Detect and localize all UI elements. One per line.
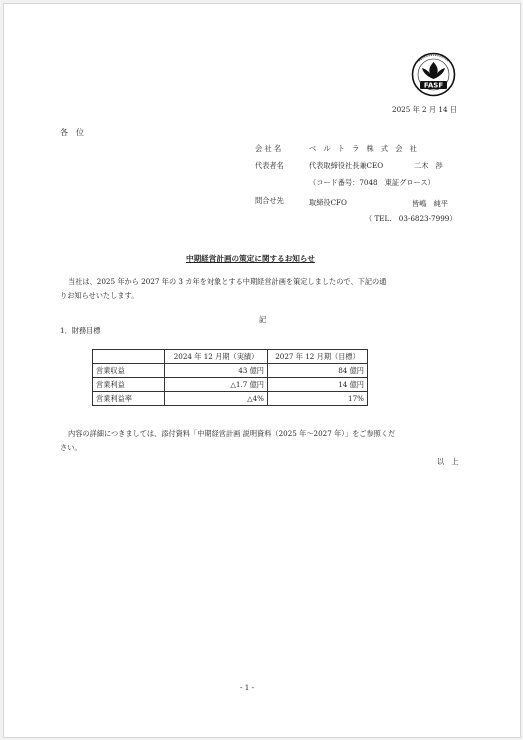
representative-name: 二木 渉 xyxy=(414,161,443,170)
table-cell-label: 営業利益 xyxy=(93,378,165,392)
section-heading: 1．財務目標 xyxy=(60,326,101,335)
company-name-label: 会 社 名 xyxy=(255,144,282,153)
contact-tel: （ TEL. 03-6823-7999） xyxy=(365,214,457,223)
table-cell: 14 億円 xyxy=(268,378,368,392)
table-cell: 84 億円 xyxy=(268,364,368,378)
table-cell: 17% xyxy=(268,392,368,406)
table-header-row xyxy=(93,350,368,364)
table-header-cell xyxy=(93,350,165,364)
financial-targets-table xyxy=(92,349,368,406)
contact-label: 問合せ先 xyxy=(255,196,284,205)
representative-label: 代表者名 xyxy=(255,161,284,170)
stock-code: （コード番号：7048 東証グロース） xyxy=(309,178,435,187)
table-header-cell: 2024 年 12 月期（実績） xyxy=(165,350,268,364)
table-cell: △4% xyxy=(165,392,268,406)
fasf-logo-icon xyxy=(411,52,456,97)
contact-name: 皆嶋 純平 xyxy=(412,199,448,208)
table-cell-label: 営業利益率 xyxy=(93,392,165,406)
issue-date: 2025 年 2 月 14 日 xyxy=(392,105,457,114)
table-header-cell: 2027 年 12 月期（目標） xyxy=(268,350,368,364)
page-number: - 1 - xyxy=(240,683,254,692)
document-title: 中期経営計画の策定に関するお知らせ xyxy=(186,254,315,263)
ki-marker: 記 xyxy=(259,315,267,324)
intro-text-line1: 当社は、2025 年から 2027 年の 3 カ年を対象とする中期経営計画を策定しましたので、下記の通 xyxy=(68,277,387,286)
contact-title: 取締役CFO xyxy=(309,198,347,207)
closing-mark: 以 上 xyxy=(437,457,459,466)
logo-text: FASF xyxy=(423,81,444,90)
table-cell: △1.7 億円 xyxy=(165,378,268,392)
document-page xyxy=(3,3,521,738)
company-name: ベ ル ト ラ 株 式 会 社 xyxy=(309,144,417,153)
table-row xyxy=(93,392,368,406)
intro-text-line2: りお知らせいたします。 xyxy=(60,291,139,300)
detail-text-line2: さい。 xyxy=(60,443,82,452)
table-cell-label: 営業収益 xyxy=(93,364,165,378)
detail-text-line1: 内容の詳細につきましては、添付資料「中期経営計画 説明資料（2025 年～2027 年）」をご参照くだ xyxy=(68,429,396,438)
fasf-logo xyxy=(411,52,456,97)
addressee: 各 位 xyxy=(60,128,84,137)
table-cell: 43 億円 xyxy=(165,364,268,378)
representative-title: 代表取締役社長兼CEO xyxy=(309,161,384,170)
table-row xyxy=(93,378,368,392)
table-row xyxy=(93,364,368,378)
